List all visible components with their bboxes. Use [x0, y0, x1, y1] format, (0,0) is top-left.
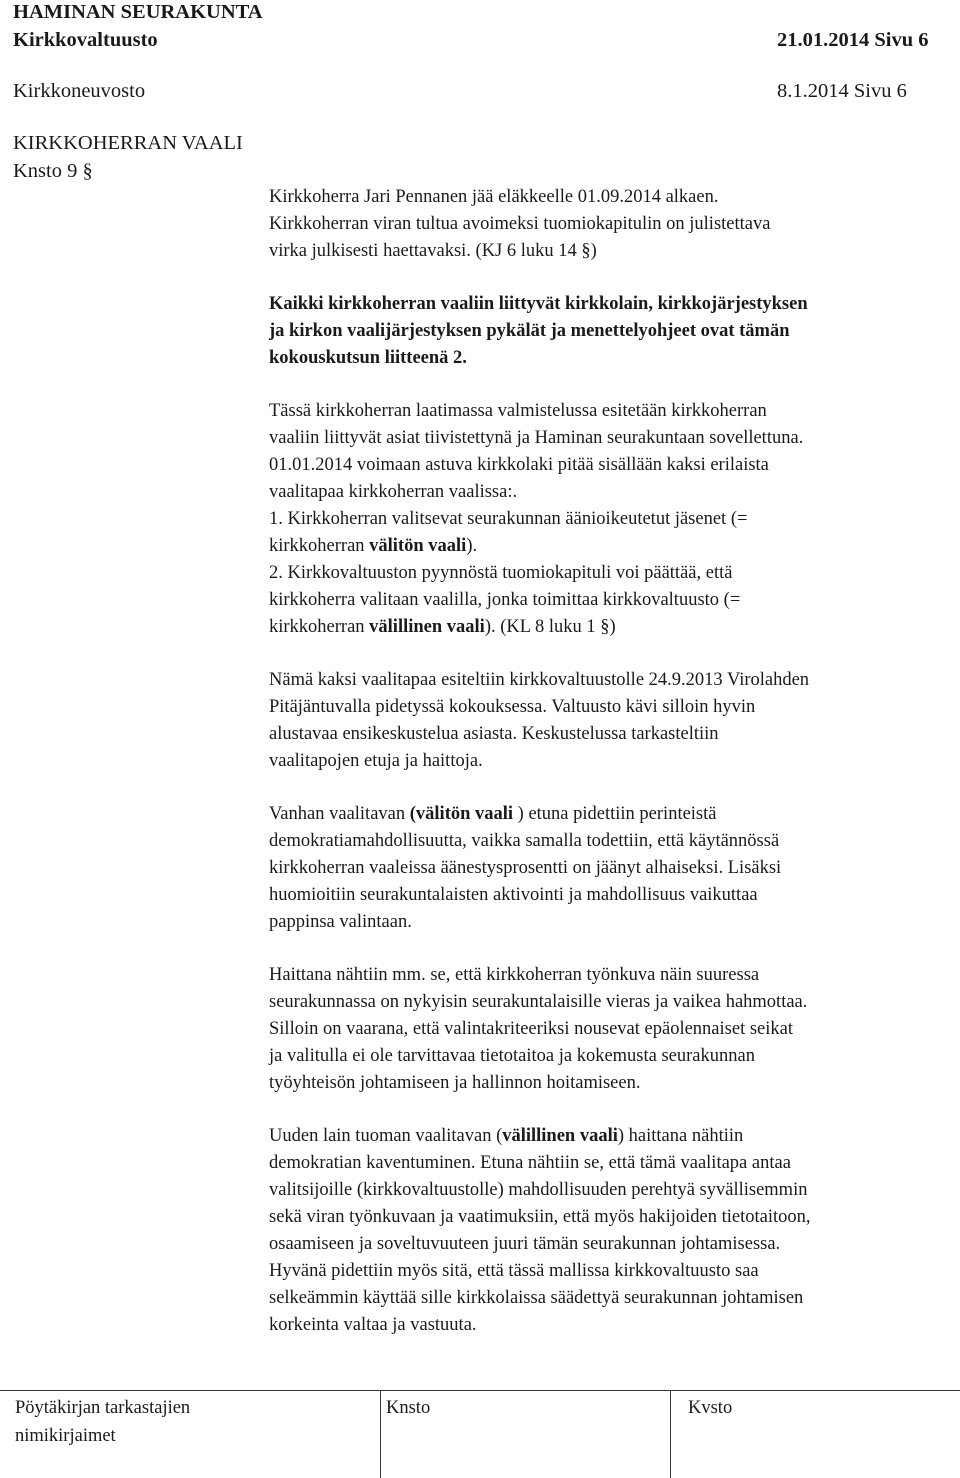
footer-signers-label: Pöytäkirjan tarkastajien	[15, 1398, 191, 1418]
emphasis-direct-election: välitön vaali	[369, 536, 467, 556]
footer-signers-label-line2: nimikirjaimet	[15, 1426, 116, 1446]
text-line	[269, 614, 959, 641]
text-run: ) etuna pidettiin perinteistä	[513, 804, 717, 824]
paragraph-intro	[269, 184, 959, 265]
text-line: Hyvänä pidettiin myös sitä, että tässä mallissa kirkkovaltuusto saa	[269, 1261, 759, 1281]
board-date-page: 8.1.2014 Sivu 6	[777, 80, 907, 102]
organization-name: HAMINAN SEURAKUNTA	[13, 1, 263, 23]
footer-column-divider	[380, 1390, 381, 1478]
text-line: kirkkoherra valitaan vaalilla, jonka toimittaa kirkkovaltuusto (=	[269, 590, 741, 610]
council-label: Kirkkovaltuusto	[13, 29, 158, 51]
section-number: Knsto 9 §	[13, 160, 93, 182]
text-line: Kirkkoherra Jari Pennanen jää eläkkeelle 01.09.2014 alkaen.	[269, 187, 719, 207]
footer-kvsto-label: Kvsto	[688, 1398, 733, 1418]
document-body	[269, 184, 959, 1365]
text-line: kokouskutsun liitteenä 2.	[269, 348, 467, 368]
text-line: vaalitapaa kirkkoherran vaalissa:.	[269, 482, 518, 502]
text-line: työyhteisön johtamiseen ja hallinnon hoitamiseen.	[269, 1073, 641, 1093]
board-label: Kirkkoneuvosto	[13, 80, 146, 102]
text-run: Vanhan vaalitavan	[269, 804, 410, 824]
text-line: 1. Kirkkoherran valitsevat seurakunnan äänioikeutetut jäsenet (=	[269, 509, 748, 529]
text-line: Tässä kirkkoherran laatimassa valmistelussa esitetään kirkkoherran	[269, 401, 767, 421]
text-line: ja kirkon vaalijärjestyksen pykälät ja menettelyohjeet ovat tämän	[269, 321, 790, 341]
text-line: Silloin on vaarana, että valintakriteeriksi nousevat epäolennaiset seikat	[269, 1019, 793, 1039]
text-run: kirkkoherran	[269, 617, 370, 637]
text-line: pappinsa valintaan.	[269, 912, 412, 932]
text-run: ) haittana nähtiin	[617, 1126, 744, 1146]
text-line: kirkkoherran vaaleissa äänestysprosentti on jäänyt alhaiseksi. Lisäksi	[269, 858, 782, 878]
text-line: huomioitiin seurakuntalaisten aktivointi ja mahdollisuus vaikuttaa	[269, 885, 758, 905]
paragraph-election-methods	[269, 398, 959, 641]
text-line: Kaikki kirkkoherran vaaliin liittyvät kirkkolain, kirkkojärjestyksen	[269, 294, 808, 314]
footer-knsto-label: Knsto	[386, 1398, 431, 1418]
paragraph-disadvantages	[269, 962, 959, 1097]
text-line: Nämä kaksi vaalitapaa esiteltiin kirkkovaltuustolle 24.9.2013 Virolahden	[269, 670, 810, 690]
text-line: Kirkkoherran viran tultua avoimeksi tuomiokapitulin on julistettava	[269, 214, 771, 234]
council-date-page: 21.01.2014 Sivu 6	[777, 29, 929, 51]
paragraph-new-method	[269, 1123, 959, 1339]
text-line: Haittana nähtiin mm. se, että kirkkoherran työnkuva näin suuressa	[269, 965, 760, 985]
footer-divider	[0, 1390, 960, 1391]
text-run: kirkkoherran	[269, 536, 370, 556]
text-line: vaalitapojen etuja ja haittoja.	[269, 751, 483, 771]
text-line: osaamiseen ja soveltuvuuteen juuri tämän seurakunnan johtamisessa.	[269, 1234, 781, 1254]
text-line: seurakunnassa on nykyisin seurakuntalaisille vieras ja vaikea hahmottaa.	[269, 992, 808, 1012]
text-line	[269, 533, 959, 560]
text-line: virka julkisesti haettavaksi. (KJ 6 luku 14 §)	[269, 241, 597, 261]
emphasis-indirect-election: välillinen vaali	[502, 1126, 618, 1146]
text-line: 01.01.2014 voimaan astuva kirkkolaki pitää sisällään kaksi erilaista	[269, 455, 769, 475]
text-line	[269, 1123, 959, 1150]
text-line: selkeämmin käyttää sille kirkkolaissa säädettyä seurakunnan johtamisen	[269, 1288, 804, 1308]
text-line: korkeinta valtaa ja vastuuta.	[269, 1315, 477, 1335]
text-line: demokratiamahdollisuutta, vaikka samalla todettiin, että käytännössä	[269, 831, 780, 851]
text-line: 2. Kirkkovaltuuston pyynnöstä tuomiokapituli voi päättää, että	[269, 563, 733, 583]
text-run: ).	[466, 536, 478, 556]
text-line: alustavaa ensikeskustelua asiasta. Keskustelussa tarkasteltiin	[269, 724, 719, 744]
text-run: Uuden lain tuoman vaalitavan (	[269, 1126, 503, 1146]
text-line: vaaliin liittyvät asiat tiivistettynä ja Haminan seurakuntaan sovellettuna.	[269, 428, 804, 448]
text-line: sekä viran työnkuvaan ja vaatimuksiin, että myös hakijoiden tietotaitoon,	[269, 1207, 811, 1227]
footer-column-divider	[670, 1390, 671, 1478]
paragraph-attachment-note	[269, 291, 959, 372]
text-line: ja valitulla ei ole tarvittavaa tietotaitoa ja kokemusta seurakunnan	[269, 1046, 755, 1066]
emphasis-direct-election: (välitön vaali	[409, 804, 514, 824]
text-line: demokratian kaventuminen. Etuna nähtiin se, että tämä vaalitapa antaa	[269, 1153, 791, 1173]
paragraph-presentation	[269, 667, 959, 775]
emphasis-indirect-election: välillinen vaali	[369, 617, 485, 637]
text-line	[269, 801, 959, 828]
paragraph-old-method	[269, 801, 959, 936]
text-run: ). (KL 8 luku 1 §)	[484, 617, 616, 637]
agenda-topic: KIRKKOHERRAN VAALI	[13, 132, 243, 154]
text-line: Pitäjäntuvalla pidetyssä kokouksessa. Valtuusto kävi silloin hyvin	[269, 697, 756, 717]
text-line: valitsijoille (kirkkovaltuustolle) mahdollisuuden perehtyä syvällisemmin	[269, 1180, 808, 1200]
